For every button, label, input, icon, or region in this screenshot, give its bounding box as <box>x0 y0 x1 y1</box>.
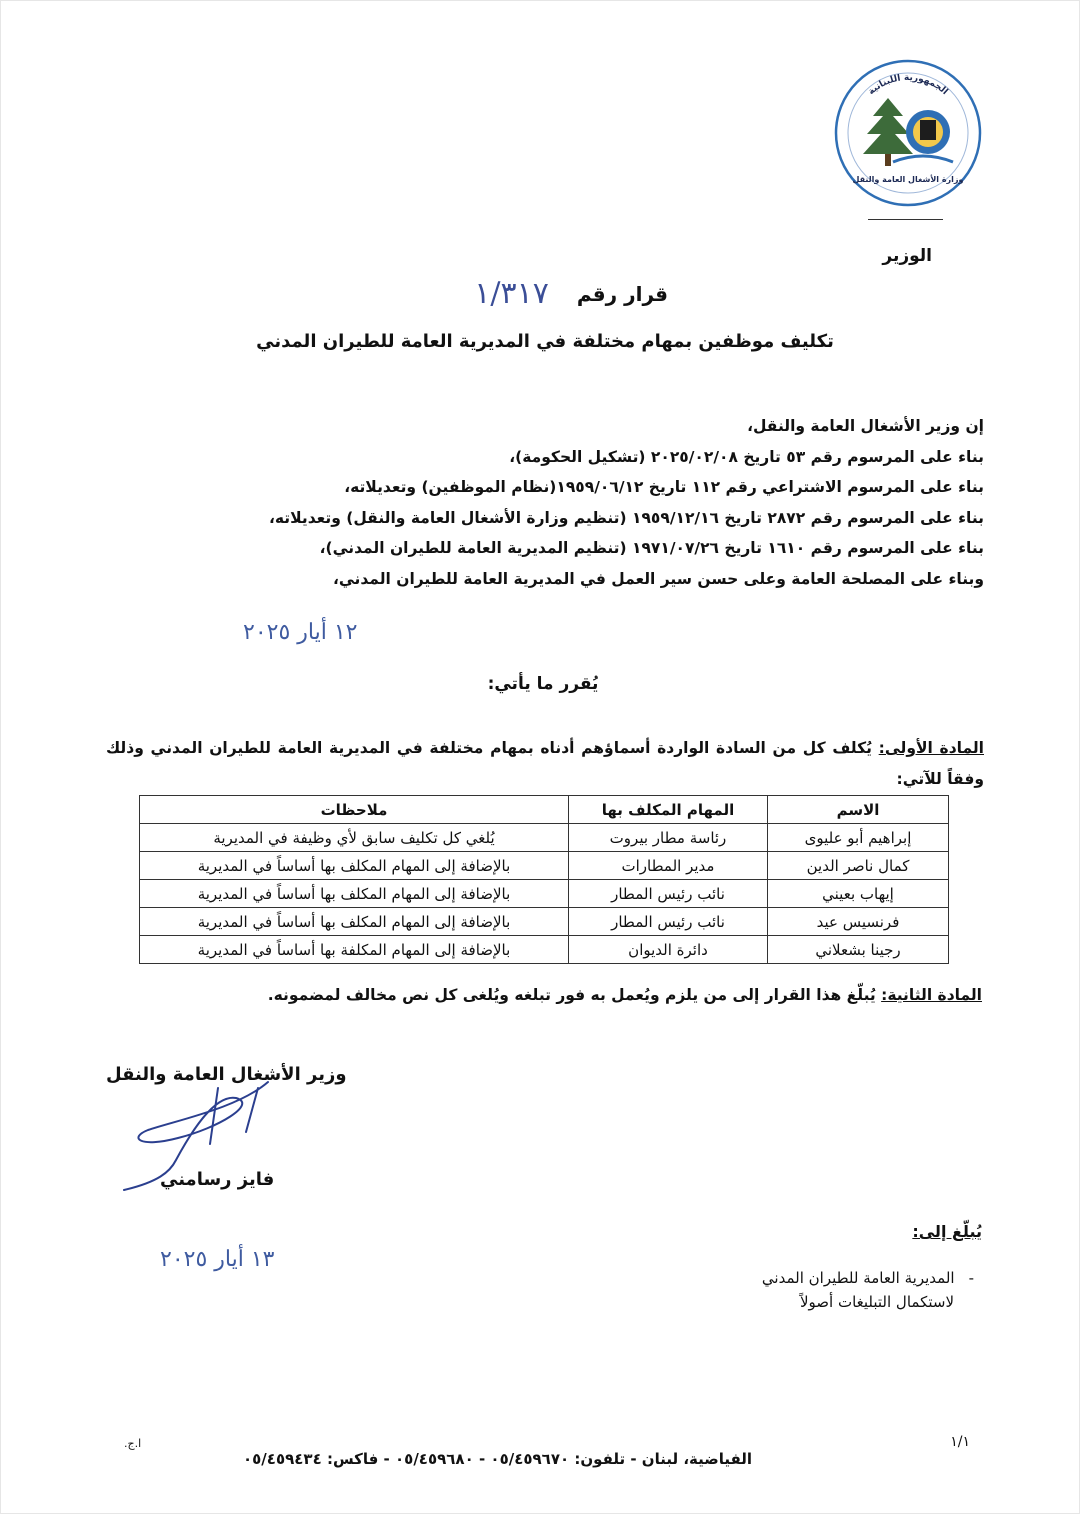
notify-item-note: لاستكمال التبليغات أصولاً <box>799 1293 954 1311</box>
assignments-table <box>139 795 949 964</box>
cell-notes: يُلغي كل تكليف سابق لأي وظيفة في المديرية <box>140 824 569 852</box>
notify-list <box>762 1266 974 1314</box>
article-1-text: يُكلف كل من السادة الواردة أسماؤهم أدناه بمهام مختلفة في المديرية العامة للطيران المدني وذلك وفقاً للآتي: <box>106 739 984 788</box>
cell-name: فرنسيس عيد <box>768 908 949 936</box>
ministry-logo <box>833 58 983 208</box>
cell-name: إبراهيم أبو عليوى <box>768 824 949 852</box>
column-header-name: الاسم <box>768 796 949 824</box>
article-1 <box>106 733 984 795</box>
logo-text-top: الجمهورية اللبنانية <box>866 72 950 98</box>
cell-name: إيهاب بعيني <box>768 880 949 908</box>
decides-heading: يُقرر ما يأتي: <box>487 674 599 694</box>
cell-notes: بالإضافة إلى المهام المكلفة بها أساساً في المديرية <box>140 936 569 964</box>
cell-task: رئاسة مطار بيروت <box>569 824 768 852</box>
column-header-task: المهام المكلف بها <box>569 796 768 824</box>
table-header-row <box>140 796 949 824</box>
decision-subject: تكليف موظفين بمهام مختلفة في المديرية العامة للطيران المدني <box>256 331 834 352</box>
preamble-line: وبناء على المصلحة العامة وعلى حسن سير العمل في المديرية العامة للطيران المدني، <box>332 569 984 588</box>
table-row <box>140 824 949 852</box>
decision-label: قرار رقم <box>576 281 668 306</box>
preamble-line: بناء على المرسوم رقم ٢٨٧٢ تاريخ ١٩٥٩/١٢/١٦ (تنظيم وزارة الأشغال العامة والنقل) وتعديلاته، <box>269 508 984 527</box>
article-2-text: يُبلّغ هذا القرار إلى من يلزم ويُعمل به فور تبلغه ويُلغى كل نص مخالف لمضمونه. <box>267 986 882 1004</box>
table-row <box>140 880 949 908</box>
initials: ا.ج. <box>124 1437 142 1450</box>
cell-name: رجينا بشعلاني <box>768 936 949 964</box>
cell-name: كمال ناصر الدين <box>768 852 949 880</box>
preamble <box>184 411 984 594</box>
preamble-line: بناء على المرسوم رقم ١٦١٠ تاريخ ١٩٧١/٠٧/٢٦ (تنظيم المديرية العامة للطيران المدني)، <box>319 539 984 557</box>
cell-notes: بالإضافة إلى المهام المكلف بها أساساً في المديرية <box>140 880 569 908</box>
cell-notes: بالإضافة إلى المهام المكلف بها أساساً في المديرية <box>140 908 569 936</box>
page-number: ١/١ <box>950 1434 970 1450</box>
logo-text-bottom: وزارة الأشغال العامة والنقل <box>852 175 964 184</box>
table-row <box>140 852 949 880</box>
preamble-line: إن وزير الأشغال العامة والنقل، <box>747 417 984 435</box>
signatory-name: فايز رسامني <box>160 1169 275 1190</box>
column-header-notes: ملاحظات <box>140 796 569 824</box>
decision-heading <box>474 276 668 311</box>
signatory-title: وزير الأشغال العامة والنقل <box>106 1064 347 1085</box>
stamp-date-2: ١٣ أيار ٢٠٢٥ <box>160 1247 275 1272</box>
notify-item: -المديرية العامة للطيران المدني <box>762 1266 974 1290</box>
cell-task: مدير المطارات <box>569 852 768 880</box>
cell-task: نائب رئيس المطار <box>569 880 768 908</box>
notify-label: يُبلّغ إلى: <box>912 1222 982 1241</box>
minister-title: الوزير <box>882 246 932 266</box>
cell-task: دائرة الديوان <box>569 936 768 964</box>
divider <box>868 219 943 220</box>
cell-task: نائب رئيس المطار <box>569 908 768 936</box>
list-dash: - <box>968 1269 974 1287</box>
footer-contact: الفياضية، لبنان - تلفون: ٠٥/٤٥٩٦٧٠ - ٠٥/٤٥٩٦٨٠ - فاكس: ٠٥/٤٥٩٤٣٤ <box>243 1450 753 1468</box>
table-row <box>140 936 949 964</box>
table-row <box>140 908 949 936</box>
article-2-label: المادة الثانية: <box>881 986 982 1004</box>
stamp-date: ١٢ أيار ٢٠٢٥ <box>243 620 358 645</box>
cell-notes: بالإضافة إلى المهام المكلف بها أساساً في المديرية <box>140 852 569 880</box>
article-2 <box>268 986 982 1004</box>
preamble-line: بناء على المرسوم رقم ٥٣ تاريخ ٢٠٢٥/٠٢/٠٨ (تشكيل الحكومة)، <box>509 447 984 466</box>
preamble-line: بناء على المرسوم الاشتراعي رقم ١١٢ تاريخ ١٩٥٩/٠٦/١٢(نظام الموظفين) وتعديلاته، <box>344 478 984 496</box>
decision-number: ١/٣١٧ <box>474 276 549 311</box>
article-1-label: المادة الأولى: <box>878 739 984 757</box>
